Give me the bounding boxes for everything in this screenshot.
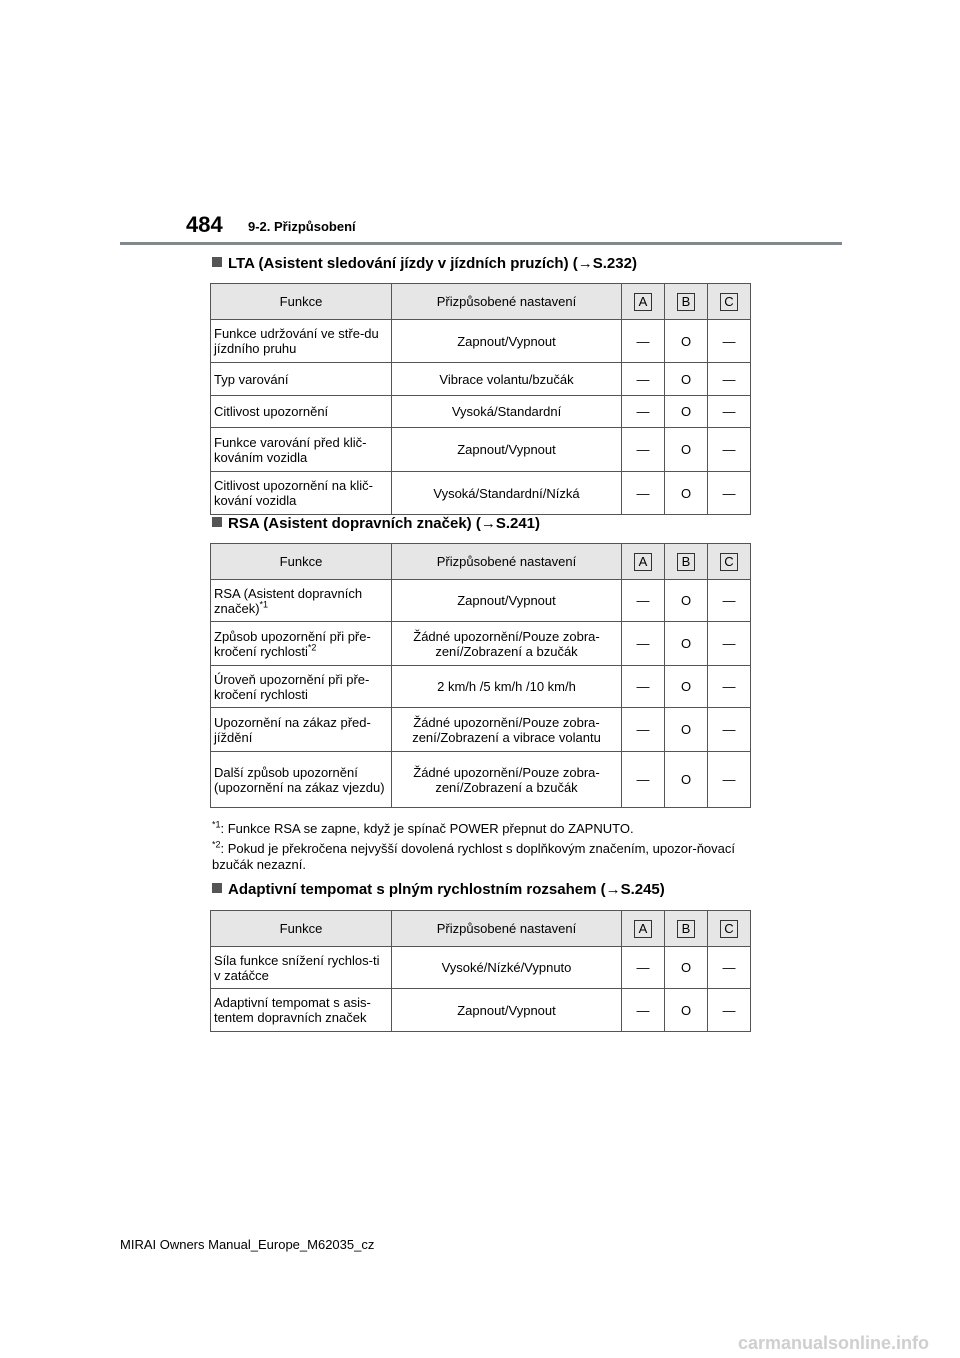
table-row bbox=[211, 396, 751, 428]
function-text: Funkce udržování ve stře-du jízdního pruhu bbox=[214, 326, 379, 356]
cell-function bbox=[211, 947, 392, 989]
table-row bbox=[211, 580, 751, 622]
cell-c: — bbox=[708, 947, 751, 989]
table-row bbox=[211, 989, 751, 1032]
col-header-funkce: Funkce bbox=[211, 284, 392, 320]
cell-setting: Vysoká/Standardní bbox=[392, 396, 622, 428]
function-text: Citlivost upozornění bbox=[214, 404, 329, 419]
header-rule bbox=[120, 242, 842, 245]
table-lta bbox=[210, 283, 751, 515]
footer: MIRAI Owners Manual_Europe_M62035_cz bbox=[120, 1237, 375, 1252]
col-header-funkce: Funkce bbox=[211, 544, 392, 580]
cell-c: — bbox=[708, 752, 751, 808]
function-text: Upozornění na zákaz před-jíždění bbox=[214, 714, 371, 745]
table-row bbox=[211, 708, 751, 752]
bullet-square-icon bbox=[212, 883, 222, 893]
col-header-nastaveni: Přizpůsobené nastavení bbox=[392, 284, 622, 320]
col-header-a bbox=[622, 284, 665, 320]
footnote-1: $^{*1}$: Funkce RSA se zapne, když je spínač POWER přepnut do ZAPNUTO. bbox=[212, 819, 634, 836]
cell-c: — bbox=[708, 580, 751, 622]
bullet-square-icon bbox=[212, 257, 222, 267]
cell-function bbox=[211, 708, 392, 752]
cell-setting: Žádné upozornění/Pouze zobra-zení/Zobrazení a bzučák bbox=[392, 752, 622, 808]
cell-b: O bbox=[665, 989, 708, 1032]
table-row bbox=[211, 320, 751, 363]
table-row bbox=[211, 947, 751, 989]
col-header-b bbox=[665, 544, 708, 580]
cell-c: — bbox=[708, 472, 751, 515]
cell-a: — bbox=[622, 396, 665, 428]
footnote-2: $^{*2}$: Pokud je překročena nejvyšší dovolená rychlost s doplňkovým značením, upozor-ňovací bzučák nezazní. bbox=[212, 839, 735, 872]
cell-c: — bbox=[708, 320, 751, 363]
cell-setting: Zapnout/Vypnout bbox=[392, 580, 622, 622]
table-row bbox=[211, 363, 751, 396]
cell-b: O bbox=[665, 363, 708, 396]
table-row bbox=[211, 666, 751, 708]
box-c-icon: C bbox=[720, 293, 738, 311]
function-text: Síla funkce snížení rychlos-ti v zatáčce bbox=[214, 952, 380, 983]
col-header-a bbox=[622, 911, 665, 947]
cell-function bbox=[211, 396, 392, 428]
heading-acc: Adaptivní tempomat s plným rychlostním rozsahem (→S.245) bbox=[212, 881, 665, 898]
heading-rsa: RSA (Asistent dopravních značek) (→S.241) bbox=[212, 515, 540, 532]
cell-setting: Vysoké/Nízké/Vypnuto bbox=[392, 947, 622, 989]
page-number: 484 bbox=[186, 212, 223, 237]
watermark: carmanualsonline.info bbox=[738, 1333, 930, 1353]
cell-b: O bbox=[665, 752, 708, 808]
col-header-a bbox=[622, 544, 665, 580]
cell-b: O bbox=[665, 396, 708, 428]
cell-setting: Vibrace volantu/bzučák bbox=[392, 363, 622, 396]
table-row bbox=[211, 428, 751, 472]
table-header-row bbox=[211, 911, 751, 947]
cell-setting: Zapnout/Vypnout bbox=[392, 989, 622, 1032]
cell-a: — bbox=[622, 363, 665, 396]
cell-a: — bbox=[622, 989, 665, 1032]
col-header-c bbox=[708, 911, 751, 947]
box-a-icon: A bbox=[634, 920, 652, 938]
cell-function bbox=[211, 752, 392, 808]
box-c-icon: C bbox=[720, 553, 738, 571]
cell-b: O bbox=[665, 666, 708, 708]
section-title: 9-2. Přizpůsobení bbox=[248, 219, 356, 234]
cell-setting: Žádné upozornění/Pouze zobra-zení/Zobrazení a bzučák bbox=[392, 622, 622, 666]
heading-lta: LTA (Asistent sledování jízdy v jízdních pruzích) (→S.232) bbox=[212, 255, 637, 272]
table-acc bbox=[210, 910, 751, 1032]
cell-function bbox=[211, 472, 392, 515]
cell-a: — bbox=[622, 320, 665, 363]
cell-function bbox=[211, 320, 392, 363]
box-a-icon: A bbox=[634, 293, 652, 311]
col-header-c bbox=[708, 284, 751, 320]
cell-setting: 2 km/h /5 km/h /10 km/h bbox=[392, 666, 622, 708]
cell-c: — bbox=[708, 989, 751, 1032]
cell-b: O bbox=[665, 320, 708, 363]
cell-b: O bbox=[665, 708, 708, 752]
table-row bbox=[211, 752, 751, 808]
cell-c: — bbox=[708, 363, 751, 396]
col-header-nastaveni: Přizpůsobené nastavení bbox=[392, 544, 622, 580]
cell-a: — bbox=[622, 580, 665, 622]
cell-a: — bbox=[622, 708, 665, 752]
function-text: Další způsob upozornění (upozornění na zákaz vjezdu) bbox=[214, 764, 385, 795]
box-b-icon: B bbox=[677, 553, 695, 571]
cell-setting: Zapnout/Vypnout bbox=[392, 428, 622, 472]
cell-function bbox=[211, 580, 392, 622]
cell-function bbox=[211, 666, 392, 708]
function-text: Citlivost upozornění na klič-kování vozidla bbox=[214, 478, 373, 508]
cell-a: — bbox=[622, 947, 665, 989]
function-text: Úroveň upozornění při pře-kročení rychlosti bbox=[214, 671, 370, 702]
cell-b: O bbox=[665, 428, 708, 472]
cell-b: O bbox=[665, 622, 708, 666]
table-header-row bbox=[211, 544, 751, 580]
function-text: Typ varování bbox=[214, 371, 289, 387]
cell-c: — bbox=[708, 396, 751, 428]
cell-a: — bbox=[622, 622, 665, 666]
cell-b: O bbox=[665, 947, 708, 989]
cell-function bbox=[211, 622, 392, 666]
box-b-icon: B bbox=[677, 293, 695, 311]
table-header-row bbox=[211, 284, 751, 320]
cell-c: — bbox=[708, 622, 751, 666]
col-header-funkce: Funkce bbox=[211, 911, 392, 947]
box-b-icon: B bbox=[677, 920, 695, 938]
function-text: Funkce varování před klič-kováním vozidla bbox=[214, 434, 367, 465]
cell-c: — bbox=[708, 428, 751, 472]
cell-function bbox=[211, 428, 392, 472]
box-c-icon: C bbox=[720, 920, 738, 938]
col-header-c bbox=[708, 544, 751, 580]
cell-c: — bbox=[708, 708, 751, 752]
cell-b: O bbox=[665, 580, 708, 622]
cell-b: O bbox=[665, 472, 708, 515]
table-row bbox=[211, 622, 751, 666]
cell-a: — bbox=[622, 752, 665, 808]
col-header-b bbox=[665, 284, 708, 320]
cell-a: — bbox=[622, 428, 665, 472]
bullet-square-icon bbox=[212, 517, 222, 527]
cell-a: — bbox=[622, 666, 665, 708]
footnote-ref: *2 bbox=[307, 642, 317, 653]
table-rsa bbox=[210, 543, 751, 808]
function-text: RSA (Asistent dopravních značek) bbox=[214, 585, 363, 616]
table-row bbox=[211, 472, 751, 515]
cell-function bbox=[211, 363, 392, 396]
cell-c: — bbox=[708, 666, 751, 708]
cell-setting: Vysoká/Standardní/Nízká bbox=[392, 472, 622, 515]
function-text: Adaptivní tempomat s asis-tentem dopravních značek bbox=[214, 995, 371, 1025]
footnote-ref: *1 bbox=[259, 599, 269, 610]
col-header-b bbox=[665, 911, 708, 947]
cell-a: — bbox=[622, 472, 665, 515]
cell-setting: Zapnout/Vypnout bbox=[392, 320, 622, 363]
box-a-icon: A bbox=[634, 553, 652, 571]
col-header-nastaveni: Přizpůsobené nastavení bbox=[392, 911, 622, 947]
cell-setting: Žádné upozornění/Pouze zobra-zení/Zobrazení a vibrace volantu bbox=[392, 708, 622, 752]
function-text: Způsob upozornění při pře-kročení rychlosti bbox=[214, 628, 371, 659]
cell-function bbox=[211, 989, 392, 1032]
